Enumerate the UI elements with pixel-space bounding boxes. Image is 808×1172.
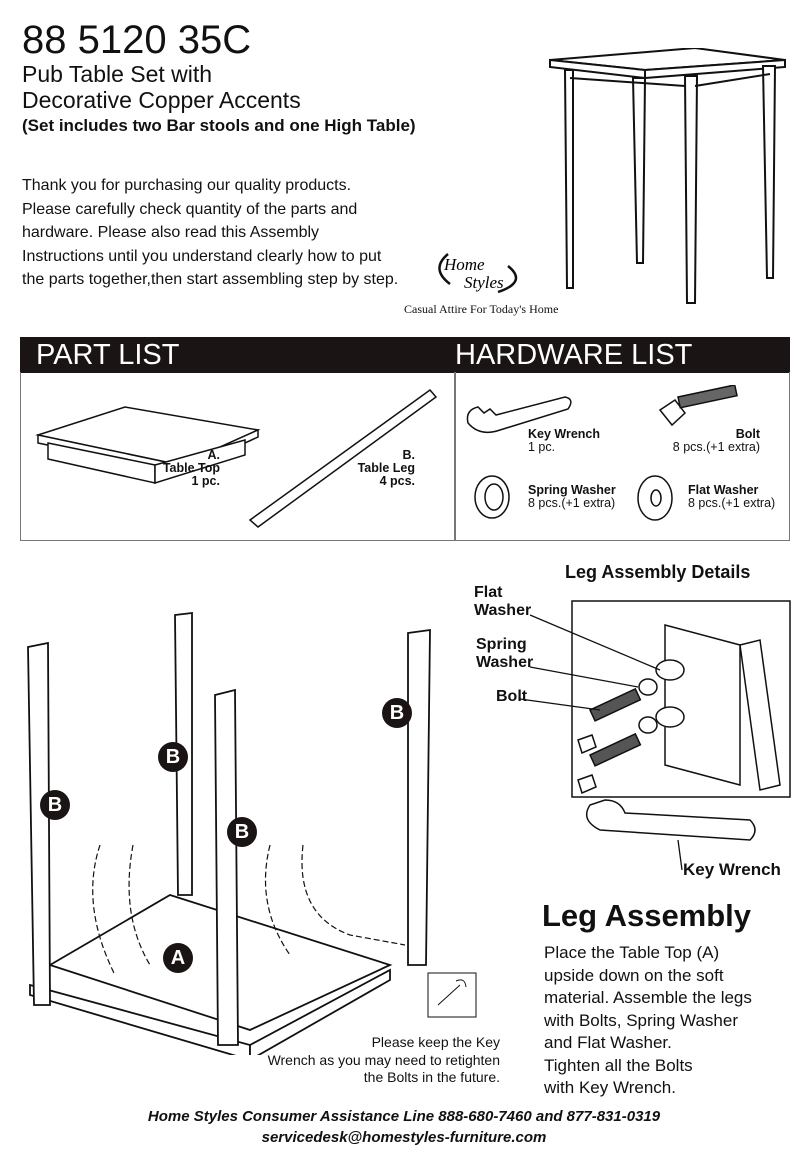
intro-line: Thank you for purchasing our quality products.: [22, 177, 352, 194]
model-number: 88 5120 35C: [22, 18, 252, 62]
product-title-line2: Decorative Copper Accents: [22, 87, 301, 113]
instruction-line: Tighten all the Bolts: [544, 1055, 693, 1075]
brand-tagline: Casual Attire For Today's Home: [404, 302, 559, 316]
key-wrench-label: Key Wrench: [683, 860, 781, 879]
hardware-flat-washer: [688, 484, 775, 510]
instruction-line: material. Assemble the legs: [544, 988, 752, 1007]
note-line: the Bolts in the future.: [363, 1069, 500, 1085]
hardware-qty: 8 pcs.(+1 extra): [688, 496, 776, 510]
part-name: Table Top: [162, 461, 220, 475]
part-list-heading: PART LIST: [36, 339, 180, 371]
bolt-label: Bolt: [496, 688, 528, 705]
badge-b: B: [158, 742, 188, 772]
svg-text:Home: Home: [444, 255, 485, 274]
spring-washer-label: Spring Washer: [476, 636, 534, 671]
instruction-line: and Flat Washer.: [544, 1033, 672, 1052]
pub-table-illustration: [545, 48, 790, 310]
hardware-qty: 8 pcs.(+1 extra): [672, 440, 760, 454]
intro-line: hardware. Please also read this Assembly: [22, 224, 320, 241]
spring-washer-icon: [475, 476, 509, 518]
hardware-key-wrench: [528, 428, 600, 454]
keep-wrench-note: [250, 1034, 500, 1087]
hardware-list-heading: HARDWARE LIST: [455, 339, 693, 371]
footer-contact: [0, 1106, 808, 1148]
svg-text:Styles: Styles: [464, 273, 504, 292]
instruction-line: with Bolts, Spring Washer: [544, 1010, 738, 1030]
part-letter: B.: [402, 448, 415, 462]
part-a-label: [150, 449, 220, 488]
badge-b: B: [227, 817, 257, 847]
part-qty: 1 pc.: [191, 474, 220, 488]
product-title-line1: Pub Table Set with: [22, 61, 213, 87]
hardware-illustration: [460, 385, 790, 535]
hardware-name: Bolt: [735, 427, 760, 441]
hardware-qty: 8 pcs.(+1 extra): [528, 496, 616, 510]
hardware-name: Flat Washer: [688, 483, 759, 497]
hardware-spring-washer: [528, 484, 616, 510]
flat-washer-label: Flat Washer: [474, 584, 532, 619]
badge-b: B: [382, 698, 412, 728]
badge-b: B: [40, 790, 70, 820]
intro-line: Instructions until you understand clearly how to put: [22, 247, 382, 265]
details-title: Leg Assembly Details: [565, 562, 751, 582]
part-b-label: [340, 449, 415, 488]
home-styles-logo: [428, 244, 528, 300]
intro-line: Please carefully check quantity of the parts and: [22, 200, 358, 218]
badge-a: A: [163, 943, 193, 973]
intro-line: the parts together,then start assembling step by step.: [22, 271, 399, 288]
part-name: Table Leg: [357, 461, 415, 475]
assembly-instructions: [544, 942, 752, 1100]
part-qty: 4 pcs.: [379, 474, 415, 488]
instruction-line: upside down on the soft: [544, 965, 724, 985]
instruction-line: with Key Wrench.: [544, 1078, 676, 1097]
assembly-title: Leg Assembly: [542, 898, 752, 933]
instruction-line: Place the Table Top (A): [544, 943, 720, 962]
list-divider: [454, 372, 456, 540]
note-line: Wrench as you may need to retighten: [267, 1051, 500, 1068]
hardware-name: Spring Washer: [528, 483, 616, 497]
note-line: Please keep the Key: [371, 1034, 500, 1050]
hardware-name: Key Wrench: [528, 427, 601, 441]
hardware-bolt: [640, 428, 760, 454]
flat-washer-icon: [638, 476, 672, 520]
leg-assembly-diagram: [20, 585, 500, 1055]
intro-text: [22, 174, 398, 292]
support-email[interactable]: servicedesk@homestyles-furniture.com: [261, 1129, 547, 1146]
assistance-line: Home Styles Consumer Assistance Line 888-680-7460 and 877-831-0319: [147, 1108, 661, 1125]
set-contents: (Set includes two Bar stools and one High Table): [22, 116, 416, 135]
part-letter: A.: [207, 448, 220, 462]
hardware-qty: 1 pc.: [528, 440, 556, 454]
